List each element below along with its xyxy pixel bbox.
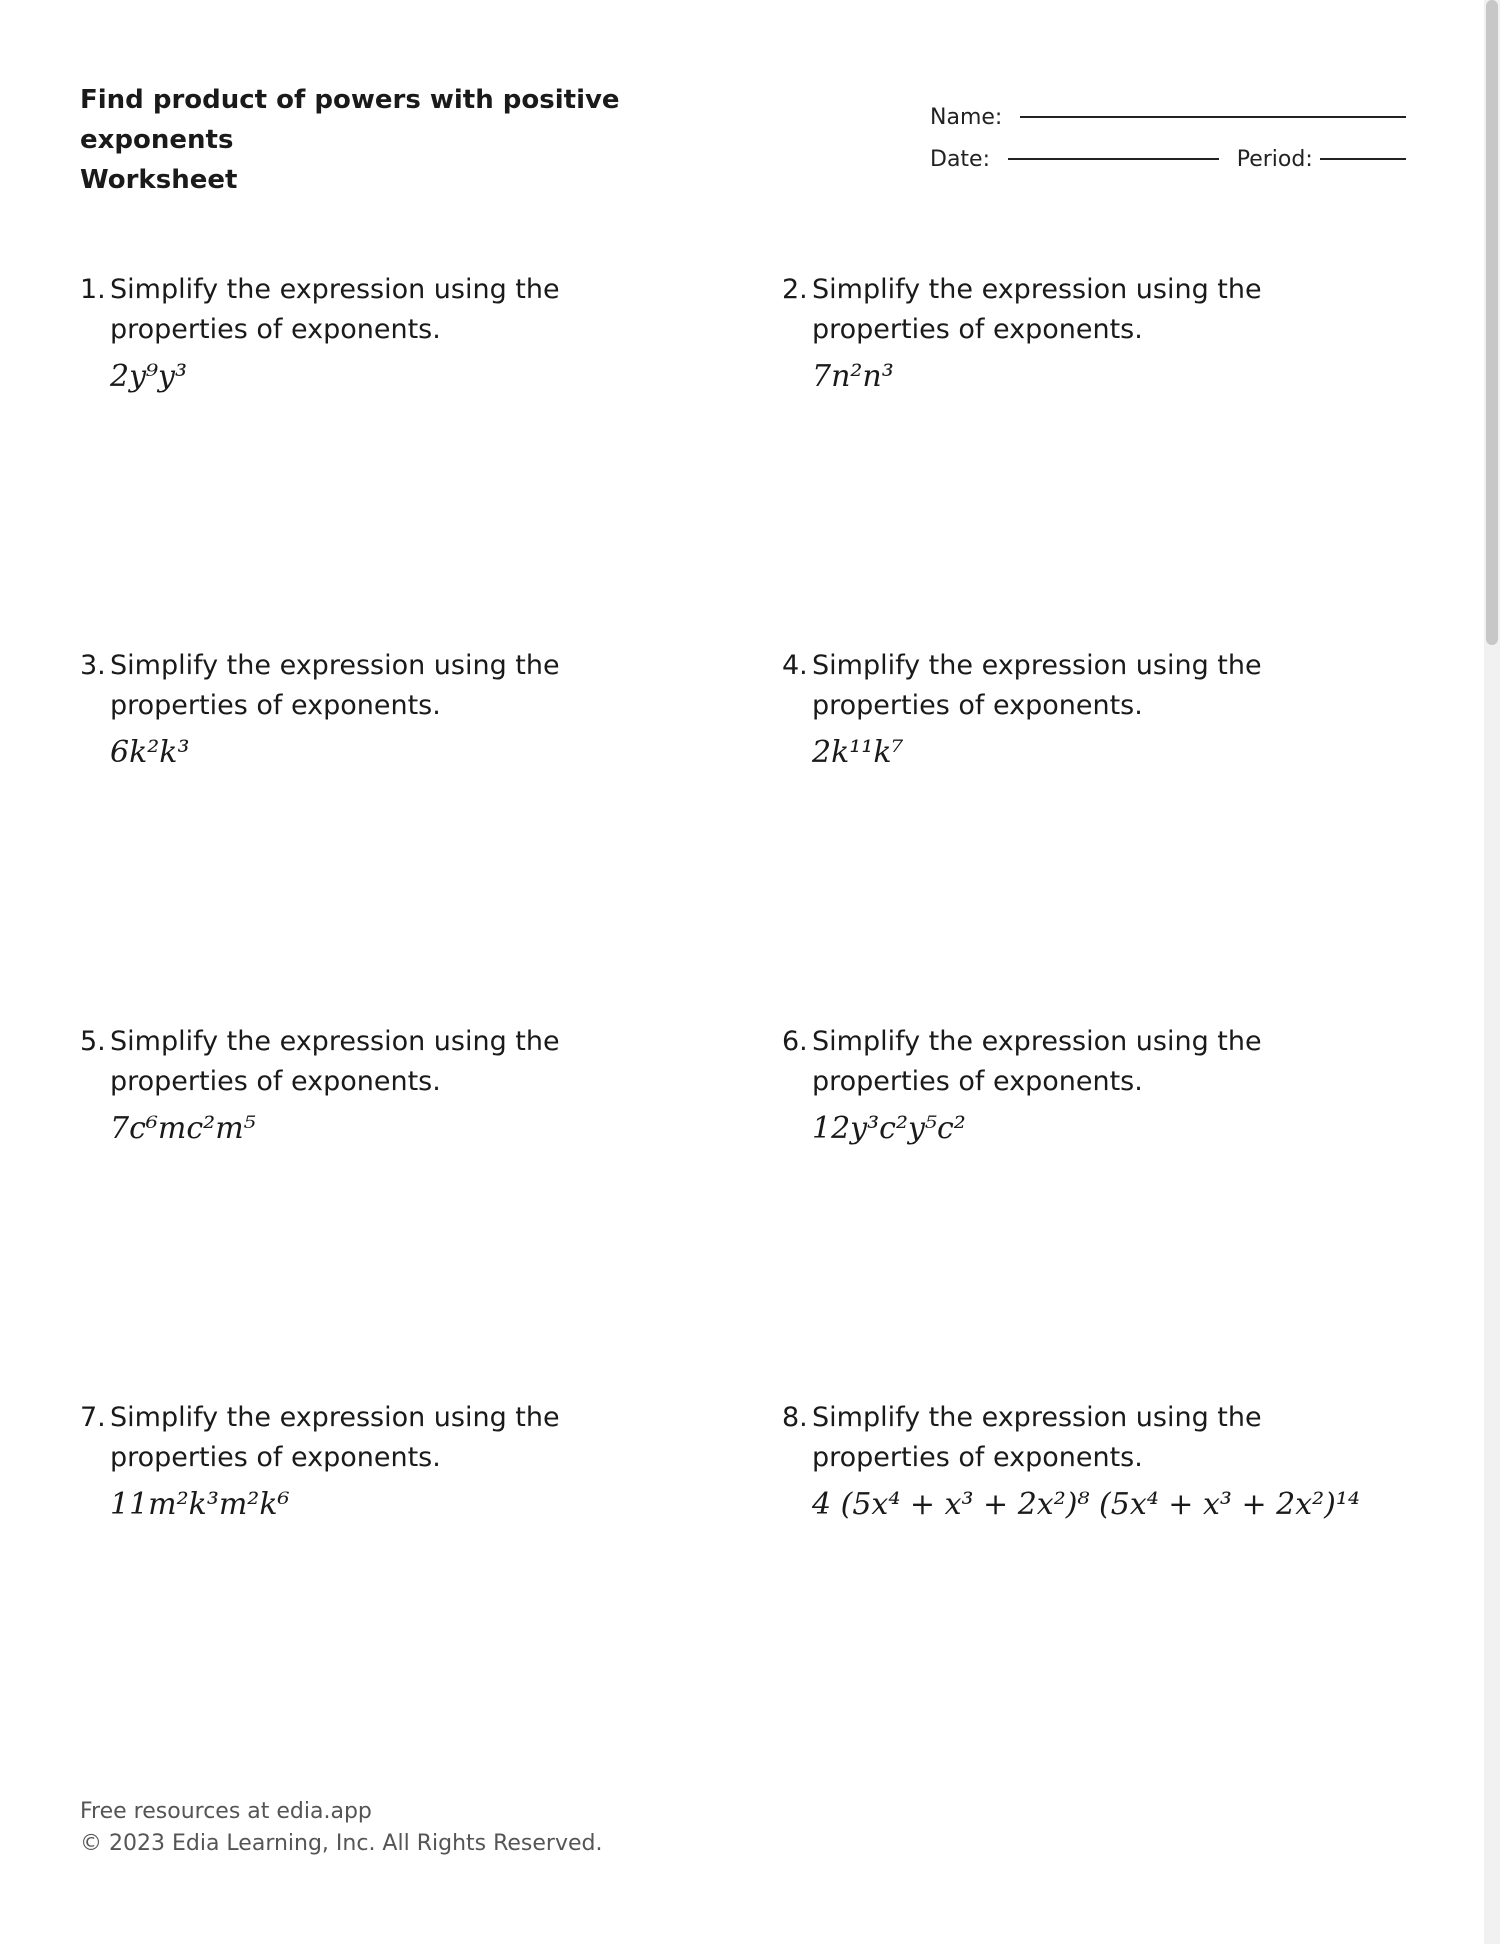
problem-expression: 7c⁶mc²m⁵ bbox=[110, 1111, 256, 1146]
problem-prompt: Simplify the expression using the properties of exponents. bbox=[812, 1402, 1262, 1473]
problem-number: 1. bbox=[80, 274, 106, 305]
problem-6 bbox=[782, 1022, 1402, 1150]
problem-number: 5. bbox=[80, 1026, 106, 1057]
problem-prompt: Simplify the expression using the properties of exponents. bbox=[812, 274, 1262, 345]
problem-7 bbox=[80, 1398, 700, 1526]
problem-number: 2. bbox=[782, 274, 808, 305]
period-label: Period: bbox=[1236, 147, 1313, 172]
problem-expression: 6k²k³ bbox=[110, 735, 190, 770]
problem-prompt: Simplify the expression using the properties of exponents. bbox=[110, 1402, 560, 1473]
footer-resources: Free resources at edia.app bbox=[80, 1799, 372, 1824]
problem-expression: 2y⁹y³ bbox=[110, 359, 188, 394]
name-field[interactable] bbox=[1020, 116, 1406, 118]
problem-number: 3. bbox=[80, 650, 106, 681]
title-line-1: Find product of powers with positive exponents bbox=[80, 85, 620, 155]
problem-number: 7. bbox=[80, 1402, 106, 1433]
problem-3 bbox=[80, 646, 700, 774]
problem-4 bbox=[782, 646, 1402, 774]
scrollbar-track[interactable] bbox=[1484, 0, 1500, 1944]
period-field[interactable] bbox=[1320, 158, 1406, 160]
problem-expression: 7n²n³ bbox=[812, 359, 894, 394]
title-line-2: Worksheet bbox=[80, 165, 238, 195]
problem-8 bbox=[782, 1398, 1402, 1526]
footer bbox=[80, 1796, 602, 1860]
page-title bbox=[80, 80, 720, 200]
problem-number: 6. bbox=[782, 1026, 808, 1057]
scrollbar-thumb[interactable] bbox=[1486, 0, 1498, 645]
problem-2 bbox=[782, 270, 1402, 398]
problem-expression: 2k¹¹k⁷ bbox=[812, 735, 904, 770]
problem-prompt: Simplify the expression using the properties of exponents. bbox=[110, 274, 560, 345]
problem-1 bbox=[80, 270, 700, 398]
problem-expression: 12y³c²y⁵c² bbox=[812, 1111, 966, 1146]
problem-prompt: Simplify the expression using the properties of exponents. bbox=[812, 1026, 1262, 1097]
problem-prompt: Simplify the expression using the properties of exponents. bbox=[812, 650, 1262, 721]
problem-expression: 4 (5x⁴ + x³ + 2x²)⁸ (5x⁴ + x³ + 2x²)¹⁴ bbox=[812, 1487, 1360, 1522]
date-label: Date: bbox=[930, 147, 990, 172]
name-label: Name: bbox=[930, 105, 1003, 130]
date-field[interactable] bbox=[1008, 158, 1219, 160]
problem-prompt: Simplify the expression using the properties of exponents. bbox=[110, 1026, 560, 1097]
date-period-row bbox=[930, 130, 1406, 172]
name-row bbox=[930, 88, 1406, 130]
problem-prompt: Simplify the expression using the properties of exponents. bbox=[110, 650, 560, 721]
problem-expression: 11m²k³m²k⁶ bbox=[110, 1487, 290, 1522]
footer-copyright: © 2023 Edia Learning, Inc. All Rights Reserved. bbox=[80, 1831, 603, 1856]
problem-number: 8. bbox=[782, 1402, 808, 1433]
problem-5 bbox=[80, 1022, 700, 1150]
student-info bbox=[930, 88, 1406, 172]
problem-number: 4. bbox=[782, 650, 808, 681]
